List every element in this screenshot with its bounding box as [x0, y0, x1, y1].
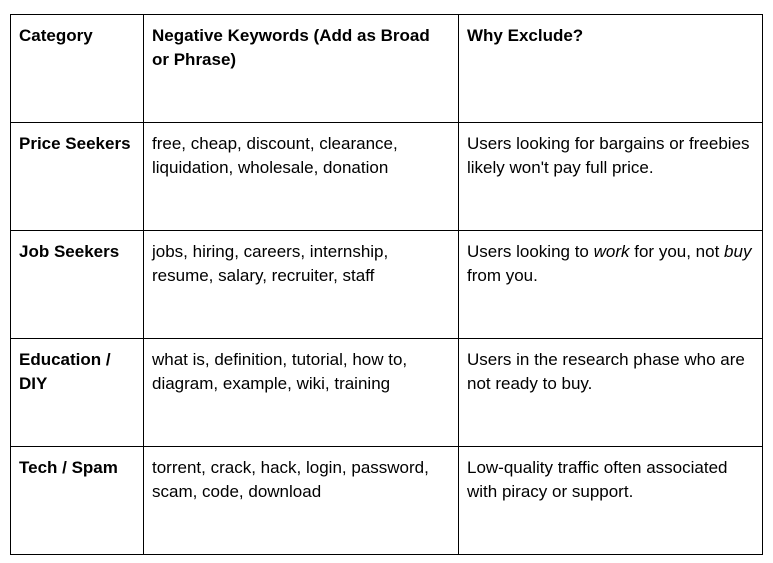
table-row: [11, 447, 763, 555]
row-reason: Users looking for bargains or freebies likely won't pay full price.: [459, 123, 763, 231]
reason-text: Users looking to: [467, 242, 594, 261]
header-category: Category: [11, 15, 144, 123]
row-reason: Low-quality traffic often associated with piracy or support.: [459, 447, 763, 555]
negative-keywords-table: [10, 14, 763, 555]
row-reason: [459, 231, 763, 339]
row-category: Education / DIY: [11, 339, 144, 447]
row-category: Job Seekers: [11, 231, 144, 339]
reason-emphasis-buy: buy: [724, 242, 752, 261]
row-keywords: torrent, crack, hack, login, password, scam, code, download: [144, 447, 459, 555]
row-keywords: what is, definition, tutorial, how to, diagram, example, wiki, training: [144, 339, 459, 447]
table-row: [11, 123, 763, 231]
reason-text: for you, not: [629, 242, 725, 261]
table-row: [11, 231, 763, 339]
reason-emphasis-work: work: [593, 242, 630, 261]
table-header-row: [11, 15, 763, 123]
row-category: Price Seekers: [11, 123, 144, 231]
row-category: Tech / Spam: [11, 447, 144, 555]
reason-text: from you.: [467, 266, 538, 285]
row-keywords: free, cheap, discount, clearance, liquidation, wholesale, donation: [144, 123, 459, 231]
row-keywords: jobs, hiring, careers, internship, resume, salary, recruiter, staff: [144, 231, 459, 339]
header-negative-keywords: Negative Keywords (Add as Broad or Phrase): [144, 15, 459, 123]
table-row: [11, 339, 763, 447]
header-why-exclude: Why Exclude?: [459, 15, 763, 123]
row-reason: Users in the research phase who are not ready to buy.: [459, 339, 763, 447]
